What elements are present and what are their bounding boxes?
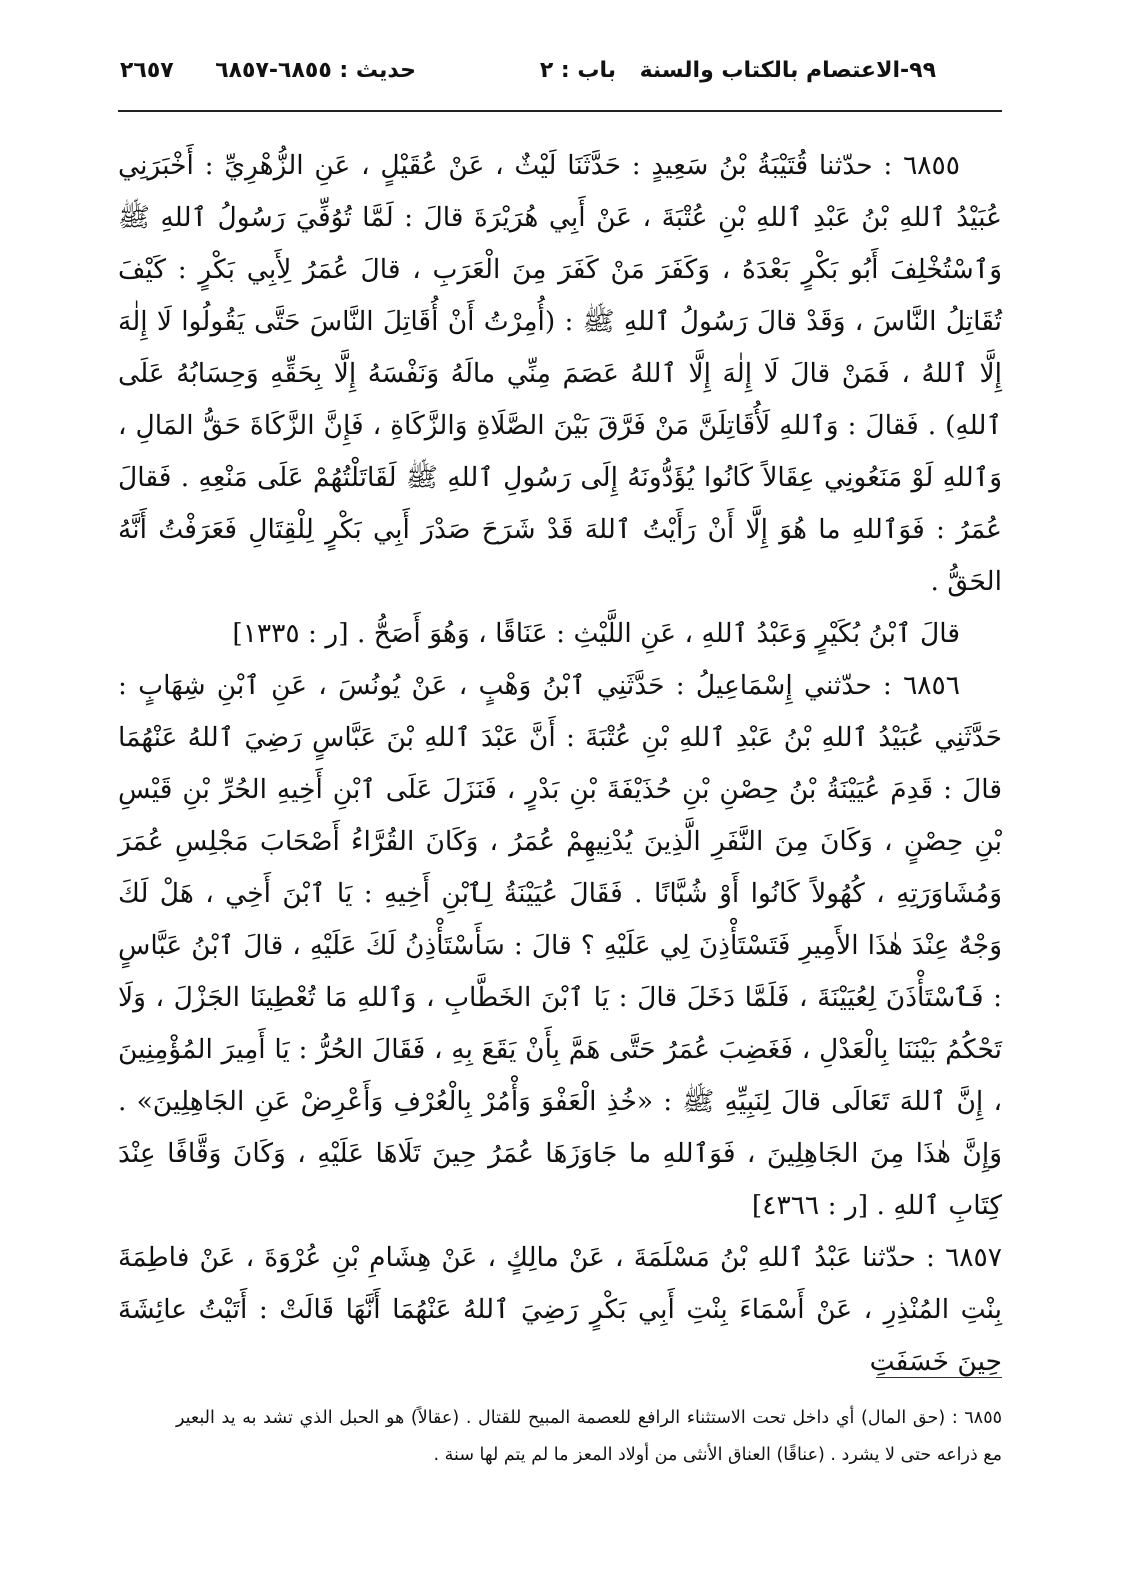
footnote-rule [876, 1377, 1002, 1378]
hadith-6855-note: قالَ ٱبْنُ بُكَيْرٍ وَعَبْدُ ٱللهِ ، عَنِ اللَّيْثِ : عَنَاقًا ، وَهُوَ أَصَحُّ . [ر : ١٣٣٥] [232, 618, 960, 649]
hadith-6857: ٦٨٥٧ : حدّثنا عَبْدُ ٱللهِ بْنُ مَسْلَمَةَ ، عَنْ مالِكٍ ، عَنْ هِشَامِ بْنِ عُرْوَةَ ، عَنْ فاطِمَةَ بِنْتِ المُنْذِرِ ، عَنْ أَسْمَاءَ بِنْتِ أَبِي بَكْرٍ رَضِيَ ٱللهُ عَنْهُمَا أَنَّهَا قَالَتْ : أَتَيْتُ عائِشَةَ حِينَ خَسَفَتِ [118, 1242, 1002, 1377]
hadith-range: حديث : ٦٨٥٥-٦٨٥٧ [215, 58, 416, 83]
page-number: ٢٦٥٧ [120, 58, 174, 83]
chapter-title: ٩٩-الاعتصام بالكتاب والسنة [639, 58, 936, 83]
header-rule [118, 110, 1002, 112]
main-text [118, 140, 1002, 1388]
footnote-text: ٦٨٥٥ : (حق المال) أي داخل تحت الاستثناء الرافع للعصمة المبيح للقتال . (عقالاً) هو الحبل الذي تشد به يد البعير مع ذراعه حتى لا يشرد . (عناقًا) العناق الأنثى من أولاد المعز ما لم يتم لها سنة . [176, 1408, 1002, 1465]
running-header [120, 58, 936, 98]
hadith-6855: ٦٨٥٥ : حدّثنا قُتَيْبَةُ بْنُ سَعِيدٍ : حَدَّثَنَا لَيْثٌ ، عَنْ عُقَيْلٍ ، عَنِ الزُّهْرِيِّ : أَخْبَرَنِي عُبَيْدُ ٱللهِ بْنُ عَبْدِ ٱللهِ بْنِ عُتْبَةَ ، عَنْ أَبِي هُرَيْرَةَ قالَ : لَمَّا تُوُفِّيَ رَسُولُ ٱللهِ ﷺ وَٱسْتُخْلِفَ أَبُو بَكْرٍ بَعْدَهُ ، وَكَفَرَ مَنْ كَفَرَ مِنَ الْعَرَبِ ، قالَ عُمَرُ لِأَبِي بَكْرٍ : كَيْفَ تُقَاتِلُ النَّاسَ ، وَقَدْ قالَ رَسُولُ ٱللهِ ﷺ : (أُمِرْتُ أَنْ أُقَاتِلَ النَّاسَ حَتَّى يَقُولُوا لَا إِلٰهَ إِلَّا ٱللهُ ، فَمَنْ قالَ لَا إِلٰهَ إِلَّا ٱللهُ عَصَمَ مِنِّي مالَهُ وَنَفْسَهُ إِلَّا بِحَقِّهِ وَحِسَابُهُ عَلَى ٱللهِ) . فَقالَ : وَٱللهِ لَأُقَاتِلَنَّ مَنْ فَرَّقَ بَيْنَ الصَّلَاةِ وَالزَّكَاةِ ، فَإِنَّ الزَّكَاةَ حَقُّ المَالِ ، وَٱللهِ لَوْ مَنَعُونِي عِقَالاً كَانُوا يُؤَدُّونَهُ إِلَى رَسُولِ ٱللهِ ﷺ لَقَاتَلْتُهُمْ عَلَى مَنْعِهِ . فَقالَ عُمَرُ : فَوَٱللهِ ما هُوَ إِلَّا أَنْ رَأَيْتُ ٱللهَ قَدْ شَرَحَ صَدْرَ أَبِي بَكْرٍ لِلْقِتَالِ فَعَرَفْتُ أَنَّهُ الحَقُّ . [118, 150, 1002, 597]
footnote [176, 1400, 1002, 1474]
bab-label: باب : ٢ [539, 58, 616, 83]
hadith-6856: ٦٨٥٦ : حدّثني إِسْمَاعِيلُ : حَدَّثَنِي ٱبْنُ وَهْبٍ ، عَنْ يُونُسَ ، عَنِ ٱبْنِ شِهَابٍ : حَدَّثَنِي عُبَيْدُ ٱللهِ بْنُ عَبْدِ ٱللهِ بْنِ عُتْبَةَ : أَنَّ عَبْدَ ٱللهِ بْنَ عَبَّاسٍ رَضِيَ ٱللهُ عَنْهُمَا قالَ : قَدِمَ عُيَيْنَةُ بْنُ حِصْنِ بْنِ حُذَيْفَةَ بْنِ بَدْرٍ ، فَنَزَلَ عَلَى ٱبْنِ أَخِيهِ الحُرِّ بْنِ قَيْسِ بْنِ حِصْنٍ ، وَكَانَ مِنَ النَّفَرِ الَّذِينَ يُدْنِيهِمْ عُمَرُ ، وَكَانَ القُرَّاءُ أَصْحَابَ مَجْلِسِ عُمَرَ وَمُشَاوَرَتِهِ ، كُهُولاً كَانُوا أَوْ شُبَّانًا . فَقَالَ عُيَيْنَةُ لِٱبْنِ أَخِيهِ : يَا ٱبْنَ أَخِي ، هَلْ لَكَ وَجْهٌ عِنْدَ هٰذَا الأَمِيرِ فَتَسْتَأْذِنَ لِي عَلَيْهِ ؟ قالَ : سَأَسْتَأْذِنُ لَكَ عَلَيْهِ ، قالَ ٱبْنُ عَبَّاسٍ : فَٱسْتَأْذَنَ لِعُيَيْنَةَ ، فَلَمَّا دَخَلَ قالَ : يَا ٱبْنَ الخَطَّابِ ، وَٱللهِ مَا تُعْطِينَا الجَزْلَ ، وَلَا تَحْكُمُ بَيْنَنَا بِالْعَدْلِ ، فَغَضِبَ عُمَرُ حَتَّى هَمَّ بِأَنْ يَقَعَ بِهِ ، فَقَالَ الحُرُّ : يَا أَمِيرَ المُؤْمِنِينَ ، إِنَّ ٱللهَ تَعَالَى قالَ لِنَبِيِّهِ ﷺ : «خُذِ الْعَفْوَ وَأْمُرْ بِالْعُرْفِ وَأَعْرِضْ عَنِ الجَاهِلِينَ» . وَإِنَّ هٰذَا مِنَ الجَاهِلِينَ ، فَوَٱللهِ ما جَاوَزَهَا عُمَرُ حِينَ تَلَاهَا عَلَيْهِ ، وَكَانَ وَقَّافًا عِنْدَ كِتَابِ ٱللهِ . [ر : ٤٣٦٦] [118, 670, 1002, 1221]
